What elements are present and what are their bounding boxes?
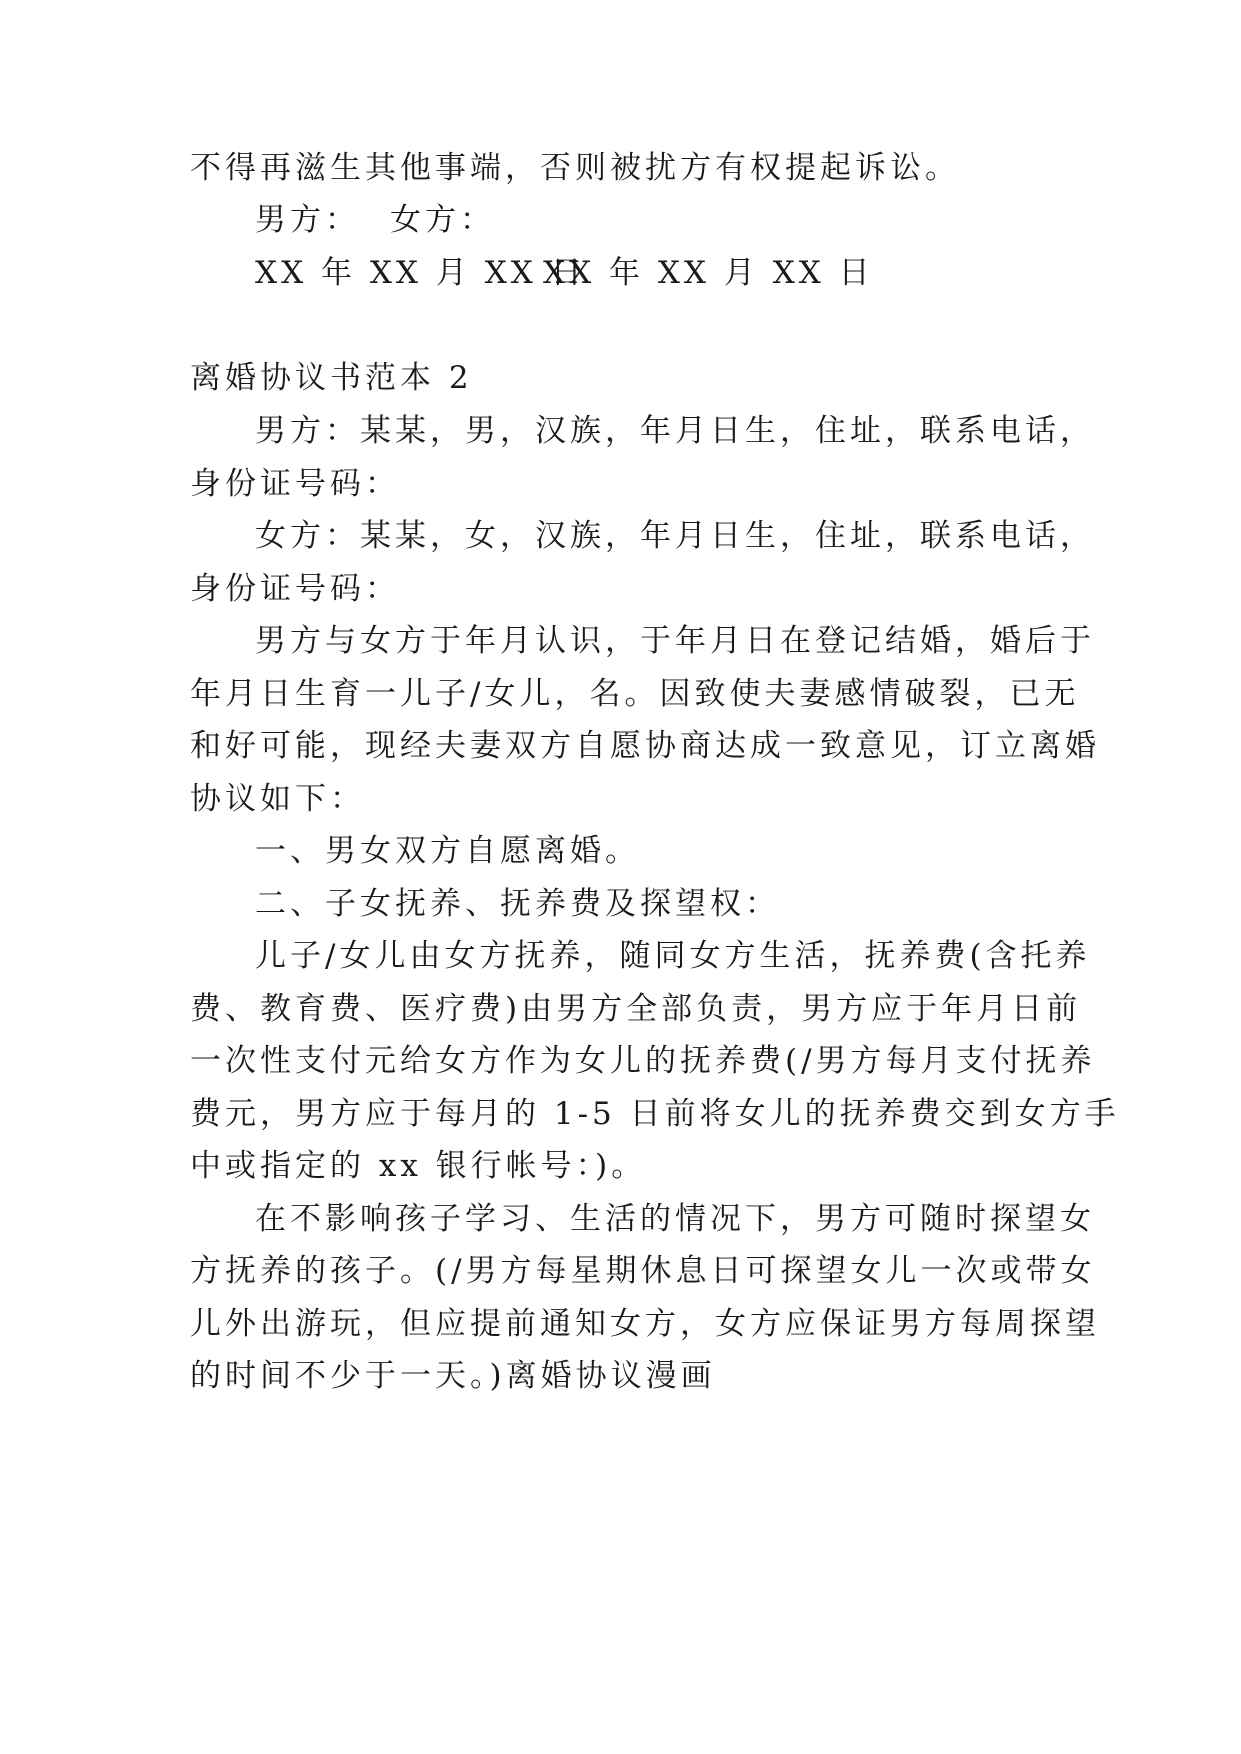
clause-item-1: 一、男女双方自愿离婚。 [255,833,640,869]
custody-paragraph-line: 费、教育费、医疗费)由男方全部负责，男方应于年月日前 [190,991,1082,1027]
section-title: 离婚协议书范本 2 [190,360,473,396]
clause-item-2: 二、子女抚养、抚养费及探望权： [255,886,780,922]
intro-paragraph-line: 和好可能，现经夫妻双方自愿协商达成一致意见，订立离婚 [190,728,1100,764]
visitation-paragraph-line: 的时间不少于一天。)离婚协议漫画 [190,1358,716,1394]
visitation-paragraph-line: 方抚养的孩子。(/男方每星期休息日可探望女儿一次或带女 [190,1253,1096,1289]
female-info-line: 身份证号码： [190,571,400,607]
female-signature-date: XX 年 XX 月 XX 日 [543,255,874,291]
custody-paragraph-line: 一次性支付元给女方作为女儿的抚养费(/男方每月支付抚养 [190,1043,1096,1079]
intro-paragraph-line: 协议如下： [190,781,365,817]
custody-paragraph-line: 费元，男方应于每月的 1-5 日前将女儿的抚养费交到女方手 [190,1096,1120,1132]
intro-paragraph-line: 男方与女方于年月认识，于年月日在登记结婚，婚后于 [255,623,1095,659]
female-signature-label: 女方： [390,202,495,238]
male-info-line: 男方：某某，男，汉族，年月日生，住址，联系电话， [255,413,1095,449]
visitation-paragraph-line: 在不影响孩子学习、生活的情况下，男方可随时探望女 [255,1201,1095,1237]
custody-paragraph-line: 儿子/女儿由女方抚养，随同女方生活，抚养费(含托养 [255,938,1091,974]
female-info-line: 女方：某某，女，汉族，年月日生，住址，联系电话， [255,518,1095,554]
male-info-line: 身份证号码： [190,466,400,502]
male-signature-label: 男方： [255,202,360,238]
visitation-paragraph-line: 儿外出游玩，但应提前通知女方，女方应保证男方每周探望 [190,1306,1100,1342]
custody-paragraph-line: 中或指定的 xx 银行帐号：)。 [190,1148,647,1184]
closing-clause: 不得再滋生其他事端，否则被扰方有权提起诉讼。 [190,150,960,186]
intro-paragraph-line: 年月日生育一儿子/女儿，名。因致使夫妻感情破裂，已无 [190,676,1080,712]
male-signature-date: XX 年 XX 月 XX 日 [255,255,586,291]
